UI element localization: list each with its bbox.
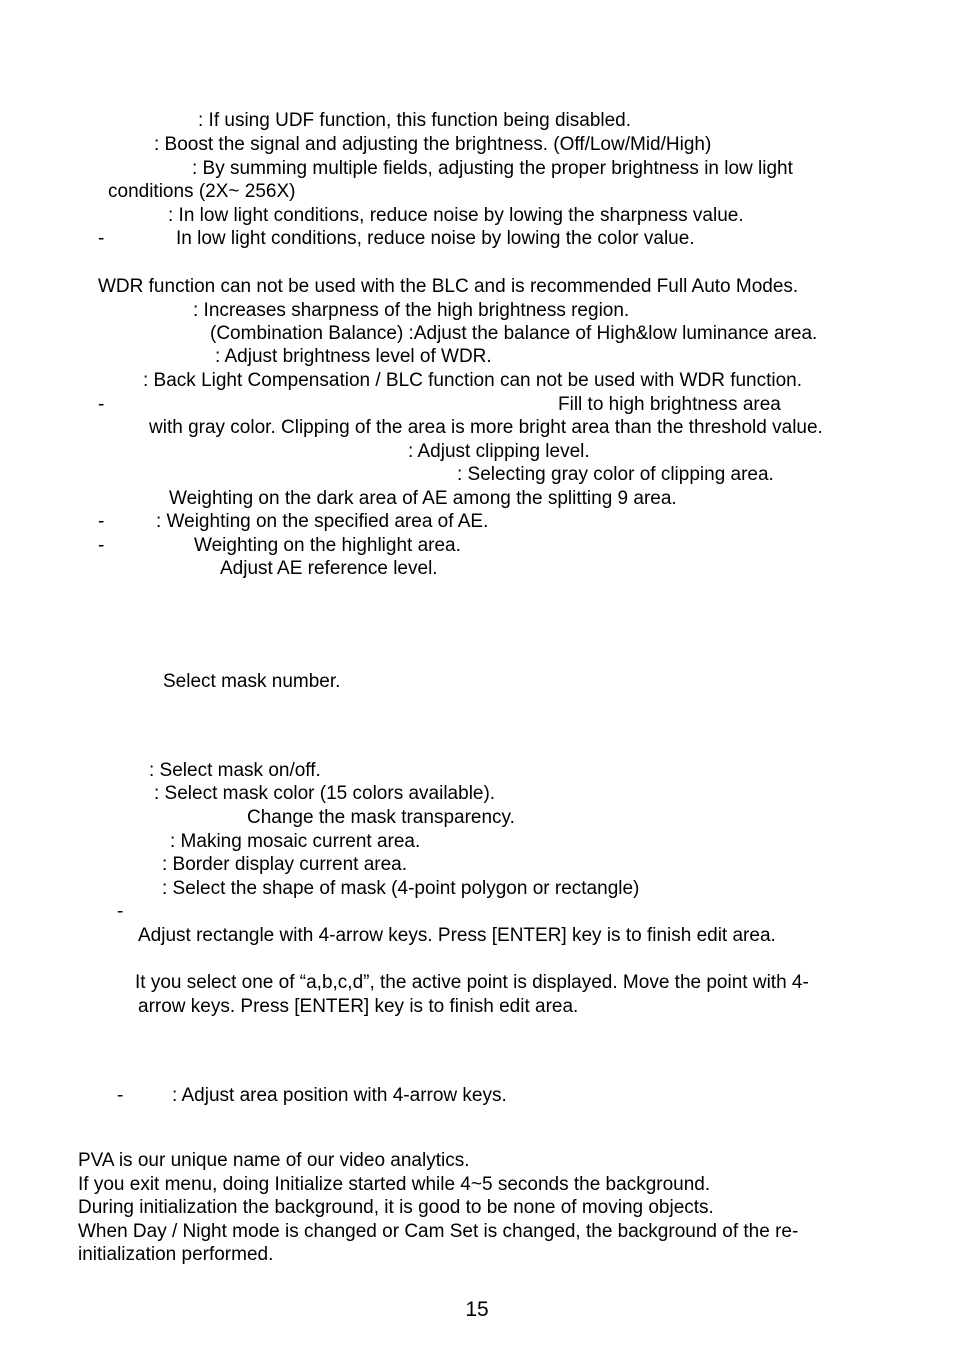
text-line: : If using UDF function, this function being disabled.	[198, 110, 632, 131]
text-line: : Select mask on/off.	[149, 760, 321, 781]
text-line: During initialization the background, it is good to be none of moving objects.	[78, 1197, 714, 1218]
text-line: : Select mask color (15 colors available).	[154, 783, 496, 804]
text-line: initialization performed.	[78, 1244, 274, 1265]
text-line: : Border display current area.	[162, 854, 408, 875]
text-line: : Making mosaic current area.	[170, 831, 421, 852]
text-line: : Selecting gray color of clipping area.	[457, 464, 774, 485]
text-line: PVA is our unique name of our video analytics.	[78, 1150, 470, 1171]
text-line: arrow keys. Press [ENTER] key is to finish edit area.	[138, 996, 579, 1017]
text-line: : Back Light Compensation / BLC function can not be used with WDR function.	[143, 370, 803, 391]
text-line: WDR function can not be used with the BLC and is recommended Full Auto Modes.	[98, 276, 799, 297]
text-line: : Select the shape of mask (4-point polygon or rectangle)	[162, 878, 640, 899]
page-number: 15	[465, 1298, 489, 1321]
text-line: conditions (2X~ 256X)	[108, 181, 296, 202]
text-line: Change the mask transparency.	[247, 807, 515, 828]
text-line: Weighting on the highlight area.	[194, 535, 461, 556]
text-line: : Adjust clipping level.	[408, 441, 590, 462]
text-line: It you select one of “a,b,c,d”, the active point is displayed. Move the point with 4-	[135, 972, 809, 993]
text-line: with gray color. Clipping of the area is more bright area than the threshold value.	[149, 417, 823, 438]
list-dash: -	[117, 901, 124, 922]
text-line: Adjust rectangle with 4-arrow keys. Press [ENTER] key is to finish edit area.	[138, 925, 776, 946]
text-line: : Boost the signal and adjusting the brightness. (Off/Low/Mid/High)	[154, 134, 712, 155]
text-line: : Increases sharpness of the high brightness region.	[193, 300, 630, 321]
text-line: (Combination Balance) :Adjust the balance of High&low luminance area.	[210, 323, 818, 344]
text-line: : Weighting on the specified area of AE.	[156, 511, 489, 532]
text-line: In low light conditions, reduce noise by lowing the color value.	[176, 228, 695, 249]
list-dash: -	[117, 1085, 124, 1106]
text-line: Fill to high brightness area	[558, 394, 781, 415]
text-line: : By summing multiple fields, adjusting the proper brightness in low light	[192, 158, 793, 179]
list-dash: -	[98, 228, 105, 249]
list-dash: -	[98, 535, 105, 556]
text-line: Adjust AE reference level.	[220, 558, 438, 579]
text-line: If you exit menu, doing Initialize started while 4~5 seconds the background.	[78, 1174, 711, 1195]
list-dash: -	[98, 394, 105, 415]
text-line: Select mask number.	[163, 671, 341, 692]
list-dash: -	[98, 511, 105, 532]
text-line: : Adjust area position with 4-arrow keys.	[172, 1085, 507, 1106]
text-line: Weighting on the dark area of AE among the splitting 9 area.	[169, 488, 677, 509]
text-line: When Day / Night mode is changed or Cam Set is changed, the background of the re-	[78, 1221, 799, 1242]
text-line: : In low light conditions, reduce noise by lowing the sharpness value.	[168, 205, 744, 226]
text-line: : Adjust brightness level of WDR.	[215, 346, 492, 367]
